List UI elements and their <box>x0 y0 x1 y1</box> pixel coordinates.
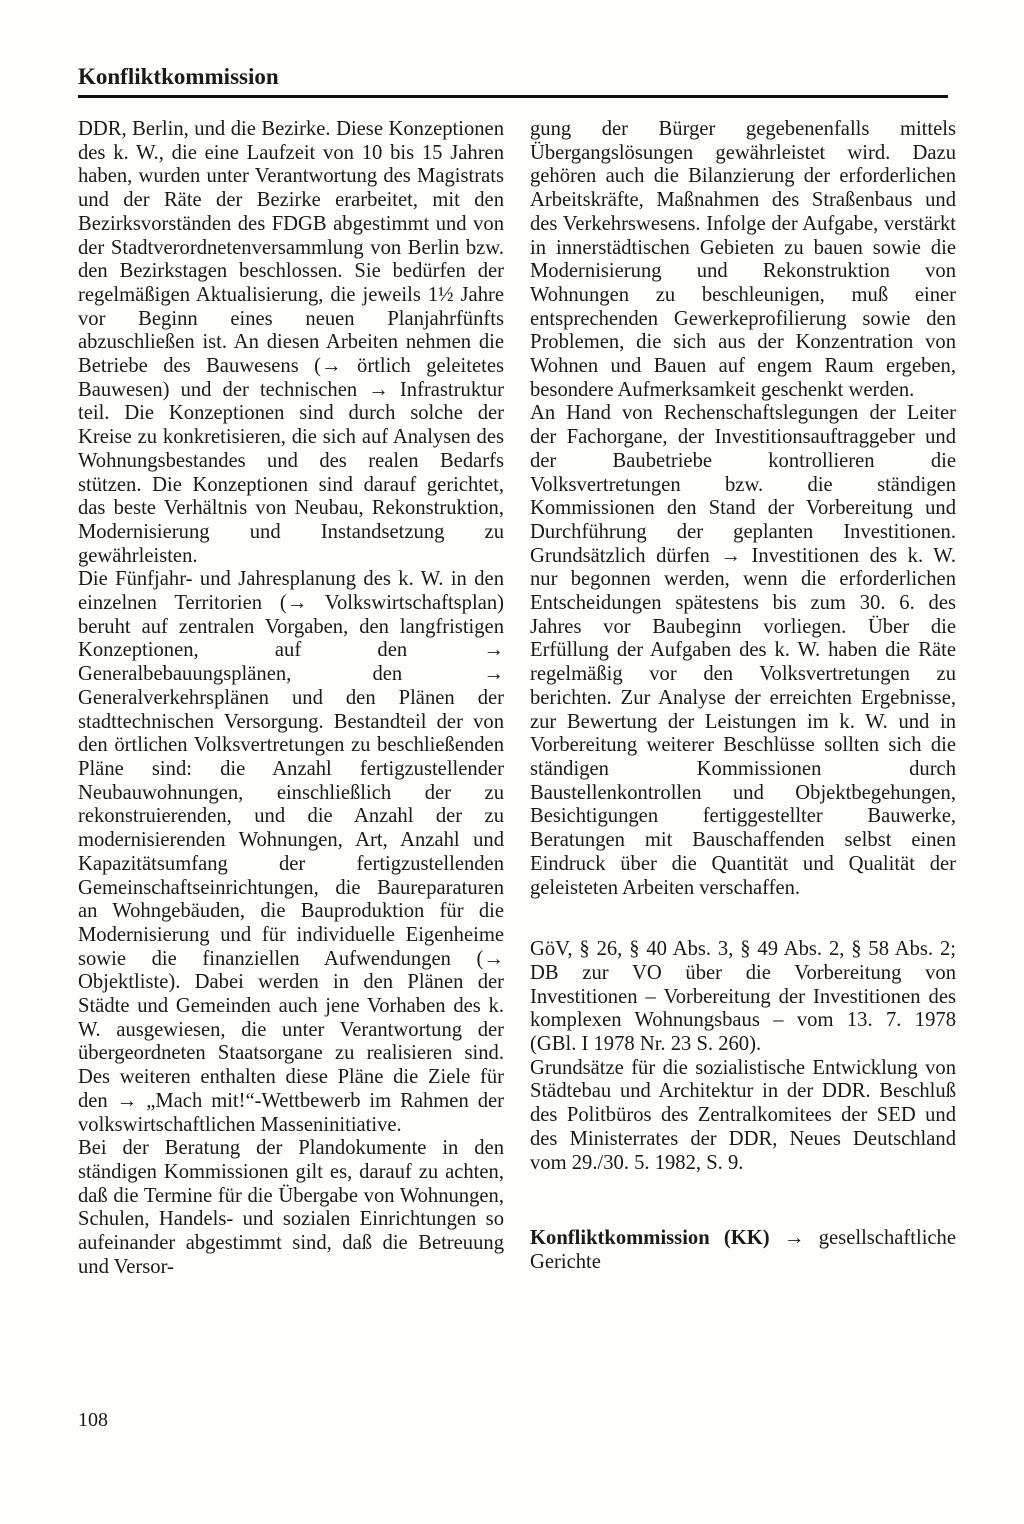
right-paragraph-2: An Hand von Rechenschaftslegungen der Leiter der Fachorgane, der Investitionsauftraggeber und der Baubetriebe kontrollieren die Volksvertretungen bzw. die ständigen Kommissionen den Stand der Vorbereitung und Durchführung der geplanten Investitionen. Grundsätzlich dürfen → Investitionen des k. W. nur begonnen werden, wenn die erforderlichen Entscheidungen spätestens bis zum 30. 6. des Jahres vor Baubeginn vorliegen. Über die Erfüllung der Aufgaben des k. W. haben die Räte regelmäßig vor den Volksvertretungen zu berichten. Zur Analyse der erreichten Ergebnisse, zur Bewertung der Leistungen im k. W. und in Vorbereitung weiterer Beschlüsse sollten sich die ständigen Kommissionen durch Baustellenkontrollen und Objektbegehungen, Besichtigungen fertiggestellter Bauwerke, Beratungen mit Bauschaffenden selbst einen Eindruck über die Quantität und Qualität der geleisteten Arbeiten verschaffen. <box>530 402 956 899</box>
header-rule <box>78 95 948 98</box>
entry-cross-reference: → gesellschaftliche Gerichte <box>530 1227 956 1273</box>
right-column <box>530 118 956 1275</box>
left-column <box>78 118 504 1279</box>
references-block: GöV, § 26, § 40 Abs. 3, § 49 Abs. 2, § 58 Abs. 2; DB zur VO über die Vorbereitung von Investitionen – Vorbereitung der Investitionen des komplexen Wohnungsbaus – vom 13. 7. 1978 (GBl. I 1978 Nr. 23 S. 260). Grundsätze für die sozialistische Entwicklung von Städtebau und Architektur in der DDR. Beschluß des Politbüros des Zentralkomitees der SED und des Ministerrates der DDR, Neues Deutschland vom 29./30. 5. 1982, S. 9. <box>530 938 956 1174</box>
page-header-title: Konfliktkommission <box>78 64 279 89</box>
entry-term: Konfliktkommission (KK) <box>530 1227 770 1250</box>
dictionary-entry <box>530 1227 956 1274</box>
right-paragraph-1: gung der Bürger gegebenenfalls mittels Übergangslösungen gewährleistet wird. Dazu gehören auch die Bilanzierung der erforderlichen Arbeitskräfte, Maßnahmen des Straßenbaus und des Verkehrswesens. Infolge der Aufgabe, verstärkt in innerstädtischen Gebieten zu bauen sowie die Modernisierung und Rekonstruktion von Wohnungen zu beschleunigen, muß einer entsprechenden Gewerkeprofilierung sowie den Problemen, die sich aus der Konzentration von Wohnen und Bauen auf engem Raum ergeben, besondere Aufmerksamkeit geschenkt werden. <box>530 118 956 401</box>
left-paragraph-2: Die Fünfjahr- und Jahresplanung des k. W. in den einzelnen Territorien (→ Volkswirtschaftsplan) beruht auf zentralen Vorgaben, den langfristigen Konzeptionen, auf den → Generalbebauungsplänen, den → Generalverkehrsplänen und den Plänen der stadttechnischen Versorgung. Bestandteil der von den örtlichen Volksvertretungen zu beschließenden Pläne sind: die Anzahl fertigzustellender Neubauwohnungen, einschließlich der zu rekonstruierenden, und die Anzahl der zu modernisierenden Wohnungen, Art, Anzahl und Kapazitätsumfang der fertigzustellenden Gemeinschaftseinrichtungen, die Baureparaturen an Wohngebäuden, die Bauproduktion für die Modernisierung und für individuelle Eigenheime sowie die finanziellen Aufwendungen (→ Objektliste). Dabei werden in den Plänen der Städte und Gemeinden auch jene Vorhaben des k. W. ausgewiesen, die unter Verantwortung der übergeordneten Staatsorgane zu realisieren sind. Des weiteren enthalten diese Pläne die Ziele für den → „Mach mit!“-Wettbewerb im Rahmen der volkswirtschaftlichen Masseninitiative. <box>78 568 504 1136</box>
left-paragraph-1: DDR, Berlin, und die Bezirke. Diese Konzeptionen des k. W., die eine Laufzeit von 10 bis 15 Jahren haben, wurden unter Verantwortung des Magistrats und der Räte der Bezirke erarbeitet, mit den Bezirksvorständen des FDGB abgestimmt und von der Stadtverordnetenversammlung von Berlin bzw. den Bezirkstagen beschlossen. Sie bedürfen der regelmäßigen Aktualisierung, die jeweils 1½ Jahre vor Beginn eines neuen Planjahrfünfts abzuschließen ist. An diesen Arbeiten nehmen die Betriebe des Bauwesens (→ örtlich geleitetes Bauwesen) und der technischen → Infrastruktur teil. Die Konzeptionen sind durch solche der Kreise zu konkretisieren, die sich auf Analysen des Wohnungsbestandes und des realen Bedarfs stützen. Die Konzeptionen sind darauf gerichtet, das beste Verhältnis von Neubau, Rekonstruktion, Modernisierung und Instandsetzung zu gewährleisten. <box>78 118 504 567</box>
page-number: 108 <box>78 1409 108 1431</box>
left-paragraph-3: Bei der Beratung der Plandokumente in den ständigen Kommissionen gilt es, darauf zu achten, daß die Termine für die Übergabe von Wohnungen, Schulen, Handels- und sozialen Einrichtungen so aufeinander abgestimmt sind, daß die Betreuung und Versor- <box>78 1137 504 1278</box>
